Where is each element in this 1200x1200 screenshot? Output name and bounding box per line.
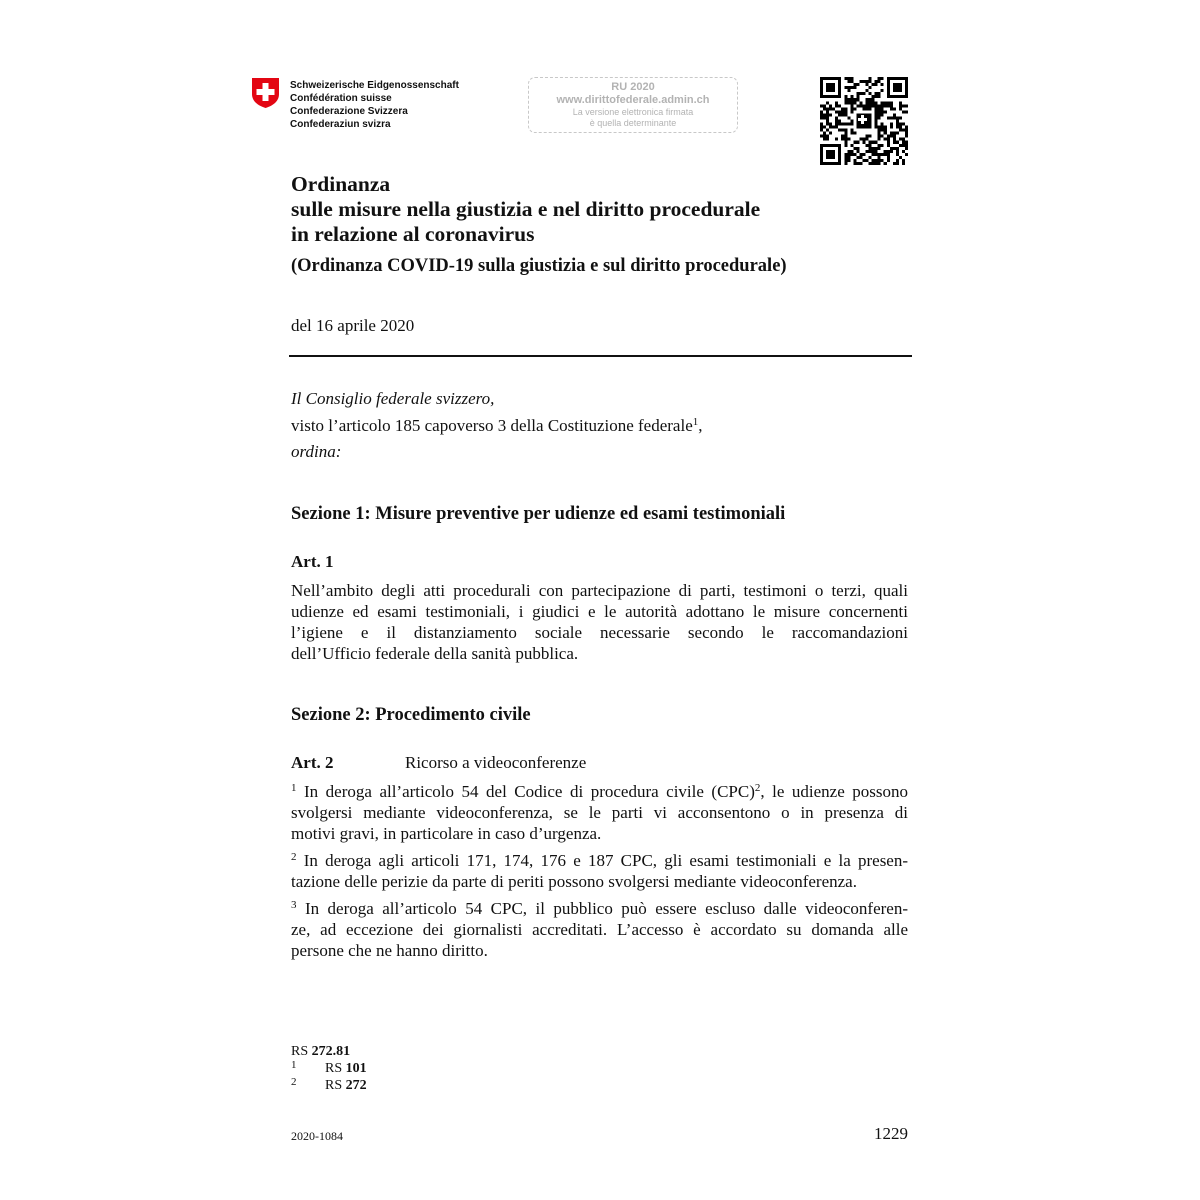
confederation-name-de: Schweizerische Eidgenossenschaft — [290, 80, 459, 91]
paragraph-text: In deroga all’articolo 54 del Codice di procedura civile (CPC) — [304, 782, 755, 801]
preamble-authority: Il Consiglio federale svizzero, — [291, 389, 495, 408]
footnotes — [291, 1043, 367, 1094]
footnote-text — [325, 1060, 367, 1077]
title-line-1: Ordinanza — [291, 172, 391, 196]
stamp-collection: RU 2020 — [611, 81, 655, 93]
confederation-name-it: Confederazione Svizzera — [290, 106, 408, 117]
footnote-prefix: RS — [325, 1061, 343, 1076]
rs-prefix: RS — [291, 1044, 309, 1059]
paragraph-line: motivi gravi, in particolare in caso d’urgenza. — [291, 824, 602, 843]
paragraph-line: svolgersi mediante videoconferenza, se le parti vi acconsentono o in presenza di — [291, 803, 908, 822]
ordinance-date: del 16 aprile 2020 — [291, 316, 415, 335]
paragraph-number: 3 — [291, 899, 297, 911]
ordinance-title — [291, 172, 760, 247]
footnote-ref[interactable]: 101 — [345, 1061, 367, 1076]
paragraph-line — [291, 781, 908, 802]
article-1-label: Art. 1 — [291, 552, 334, 571]
qr-code-icon — [820, 77, 908, 165]
title-divider — [289, 355, 912, 357]
footnote-item — [291, 1076, 367, 1094]
paragraph-line: tazione delle perizie da parte di periti possono svolgersi mediante videoconferenza. — [291, 872, 857, 891]
preamble — [291, 386, 702, 466]
footnote-ref[interactable]: 272 — [345, 1078, 367, 1093]
confederation-names — [290, 79, 459, 131]
swiss-coat-of-arms-icon — [251, 77, 280, 109]
paragraph-text: , le udienze possono — [760, 782, 909, 801]
article-2-paragraph-3 — [291, 898, 908, 961]
preamble-basis — [291, 413, 702, 440]
footnote-item — [291, 1059, 367, 1077]
paragraph-line: persone che ne hanno diritto. — [291, 941, 488, 960]
section-1-heading: Sezione 1: Misure preventive per udienze ed esami testimoniali — [291, 504, 786, 524]
section-2-heading: Sezione 2: Procedimento civile — [291, 705, 531, 725]
paragraph-line: ze, ad eccezione dei giornalisti accreditati. L’accesso è accordato su domanda alle — [291, 920, 908, 939]
paragraph-text: In deroga all’articolo 54 CPC, il pubblico può essere escluso dalle videoconferen- — [304, 899, 908, 918]
stamp-note-1: La versione elettronica firmata — [572, 107, 694, 117]
official-publication-stamp — [528, 77, 738, 133]
footnote-text — [325, 1077, 367, 1094]
rs-number: 272.81 — [311, 1044, 351, 1059]
preamble-basis-end: , — [698, 415, 703, 435]
title-line-2: sulle misure nella giustizia e nel diritto procedurale — [291, 197, 761, 221]
stamp-note-2: è quella determinante — [589, 118, 677, 128]
paragraph-text: In deroga agli articoli 171, 174, 176 e 187 CPC, gli esami testimoniali e la presen- — [303, 851, 909, 870]
article-2-paragraph-1 — [291, 781, 908, 844]
article-2-title: Ricorso a videoconferenze — [405, 753, 587, 772]
article-1-line: l’igiene e il distanziamento sociale necessarie secondo le raccomandazioni — [291, 623, 908, 642]
page-number: 1229 — [874, 1124, 908, 1143]
article-1-line: udienze ed esami testimoniali, i giudici e le autorità adottano le misure concernenti — [291, 602, 908, 621]
document-number: 2020-1084 — [291, 1129, 343, 1143]
footnote-number: 2 — [291, 1076, 297, 1088]
article-1-line: Nell’ambito degli atti procedurali con partecipazione di parti, testimoni o terzi, quali — [291, 581, 908, 600]
ordinance-short-title: (Ordinanza COVID-19 sulla giustizia e sul diritto procedurale) — [291, 256, 787, 276]
article-2-paragraph-2 — [291, 850, 908, 892]
title-line-3: in relazione al coronavirus — [291, 222, 535, 246]
paragraph-line — [291, 898, 908, 919]
stamp-url: www.dirittofederale.admin.ch — [556, 94, 710, 106]
confederation-name-fr: Confédération suisse — [290, 93, 392, 104]
article-1-line: dell’Ufficio federale della sanità pubblica. — [291, 644, 579, 663]
article-2-label: Art. 2 — [291, 753, 334, 772]
footnote-marker-1[interactable]: 1 — [692, 415, 699, 428]
paragraph-number: 2 — [291, 851, 297, 863]
preamble-basis-text: visto l’articolo 185 capoverso 3 della Costituzione federale — [291, 415, 693, 435]
paragraph-line — [291, 850, 908, 871]
footnote-prefix: RS — [325, 1078, 343, 1093]
confederation-name-rm: Confederaziun svizra — [290, 119, 391, 130]
preamble-order: ordina: — [291, 442, 342, 461]
paragraph-number: 1 — [291, 782, 297, 794]
footnote-marker-2[interactable]: 2 — [754, 782, 761, 794]
systematic-reference — [291, 1043, 350, 1060]
footnote-number: 1 — [291, 1059, 297, 1071]
article-1-text — [291, 580, 908, 664]
